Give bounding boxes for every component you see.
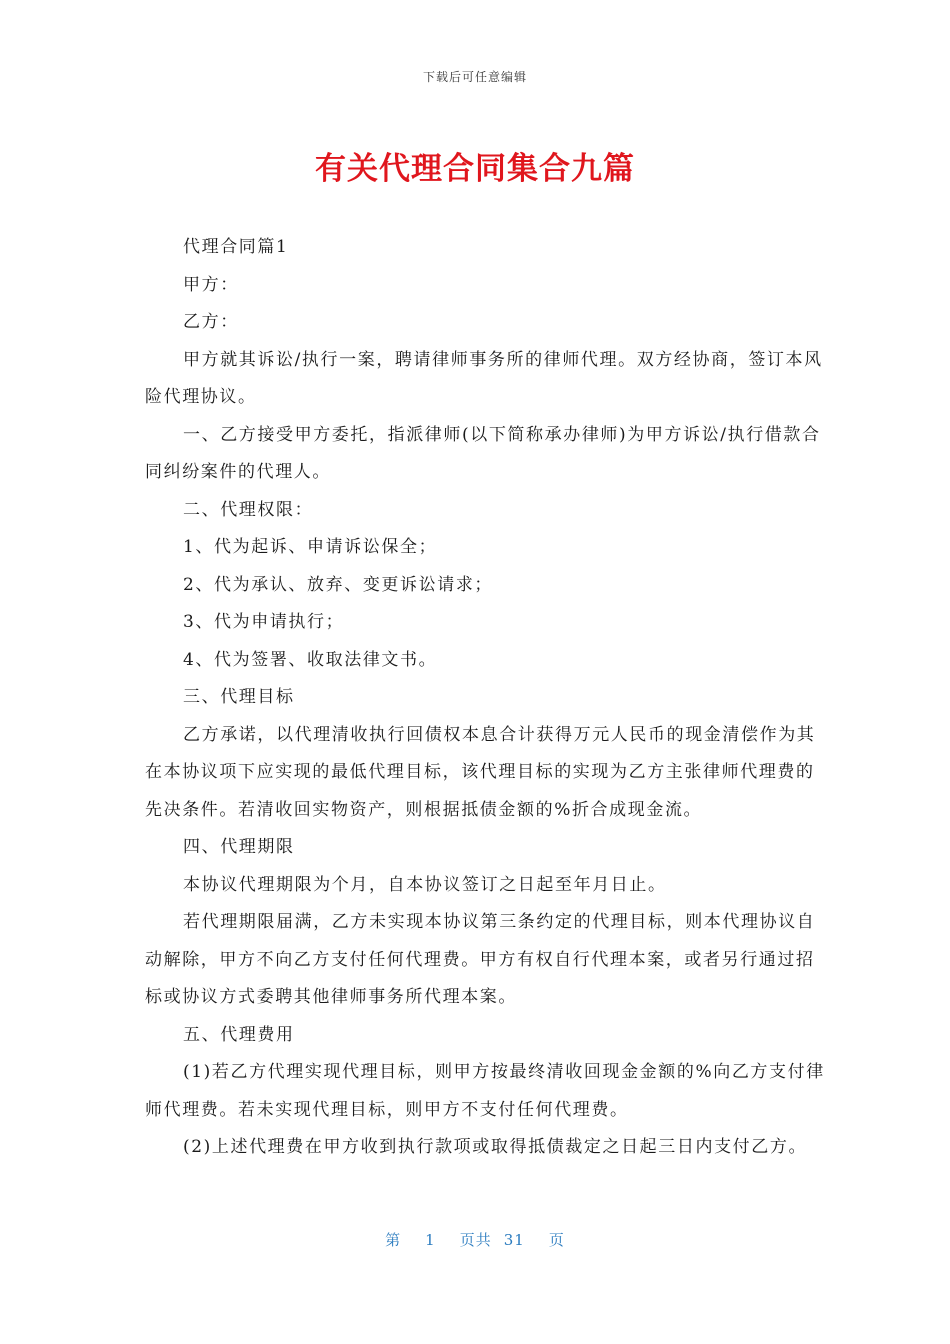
header-note: 下载后可任意编辑 xyxy=(422,70,527,84)
clause-heading: 三、代理目标 xyxy=(183,687,295,707)
party-a-line: 甲方： xyxy=(183,274,239,295)
page-label-pre: 第 xyxy=(385,1231,402,1249)
party-b-line: 乙方： xyxy=(183,312,239,332)
clause-heading: 五、代理费用 xyxy=(183,1024,295,1045)
paragraph: 一、乙方接受甲方委托，指派律师(以下简称承办律师)为甲方诉讼/执行借款合同纠纷案件的代理人。 xyxy=(145,424,821,482)
paragraph: 若代理期限届满，乙方未实现本协议第三条约定的代理目标，则本代理协议自动解除，甲方不向乙方支付任何代理费。甲方有权自行代理本案，或者另行通过招标或协议方式委聘其他律师事务所代理本案。 xyxy=(145,912,816,1007)
paragraph: 本协议代理期限为个月，自本协议签订之日起至年月日止。 xyxy=(183,874,667,895)
paragraph: 甲方就其诉讼/执行一案，聘请律师事务所的律师代理。双方经协商，签订本风险代理协议。 xyxy=(145,349,823,407)
section-heading: 代理合同篇1 xyxy=(183,237,289,257)
list-item: 1、代为起诉、申请诉讼保全； xyxy=(183,537,438,557)
document-title: 有关代理合同集合九篇 xyxy=(315,151,635,187)
list-item: 3、代为申请执行； xyxy=(183,612,345,632)
list-item: 4、代为签署、收取法律文书。 xyxy=(183,649,438,670)
clause-heading: 二、代理权限： xyxy=(183,499,314,520)
page-label-mid: 页共 xyxy=(459,1231,492,1249)
page-total: 31 xyxy=(503,1231,525,1249)
paragraph: (2)上述代理费在甲方收到执行款项或取得抵债裁定之日起三日内支付乙方。 xyxy=(183,1137,808,1157)
page-current: 1 xyxy=(425,1231,436,1249)
page-footer xyxy=(0,1229,950,1250)
clause-heading: 四、代理期限 xyxy=(183,837,295,857)
paragraph: (1)若乙方代理实现代理目标，则甲方按最终清收回现金金额的%向乙方支付律师代理费。若未实现代理目标，则甲方不支付任何代理费。 xyxy=(145,1062,825,1120)
page-label-post: 页 xyxy=(548,1231,565,1249)
list-item: 2、代为承认、放弃、变更诉讼请求； xyxy=(183,574,494,595)
document-body xyxy=(145,229,825,1167)
paragraph: 乙方承诺，以代理清收执行回债权本息合计获得万元人民币的现金清偿作为其在本协议项下应实现的最低代理目标，该代理目标的实现为乙方主张律师代理费的先决条件。若清收回实物资产，则根据抵债金额的%折合成现金流。 xyxy=(145,724,816,820)
